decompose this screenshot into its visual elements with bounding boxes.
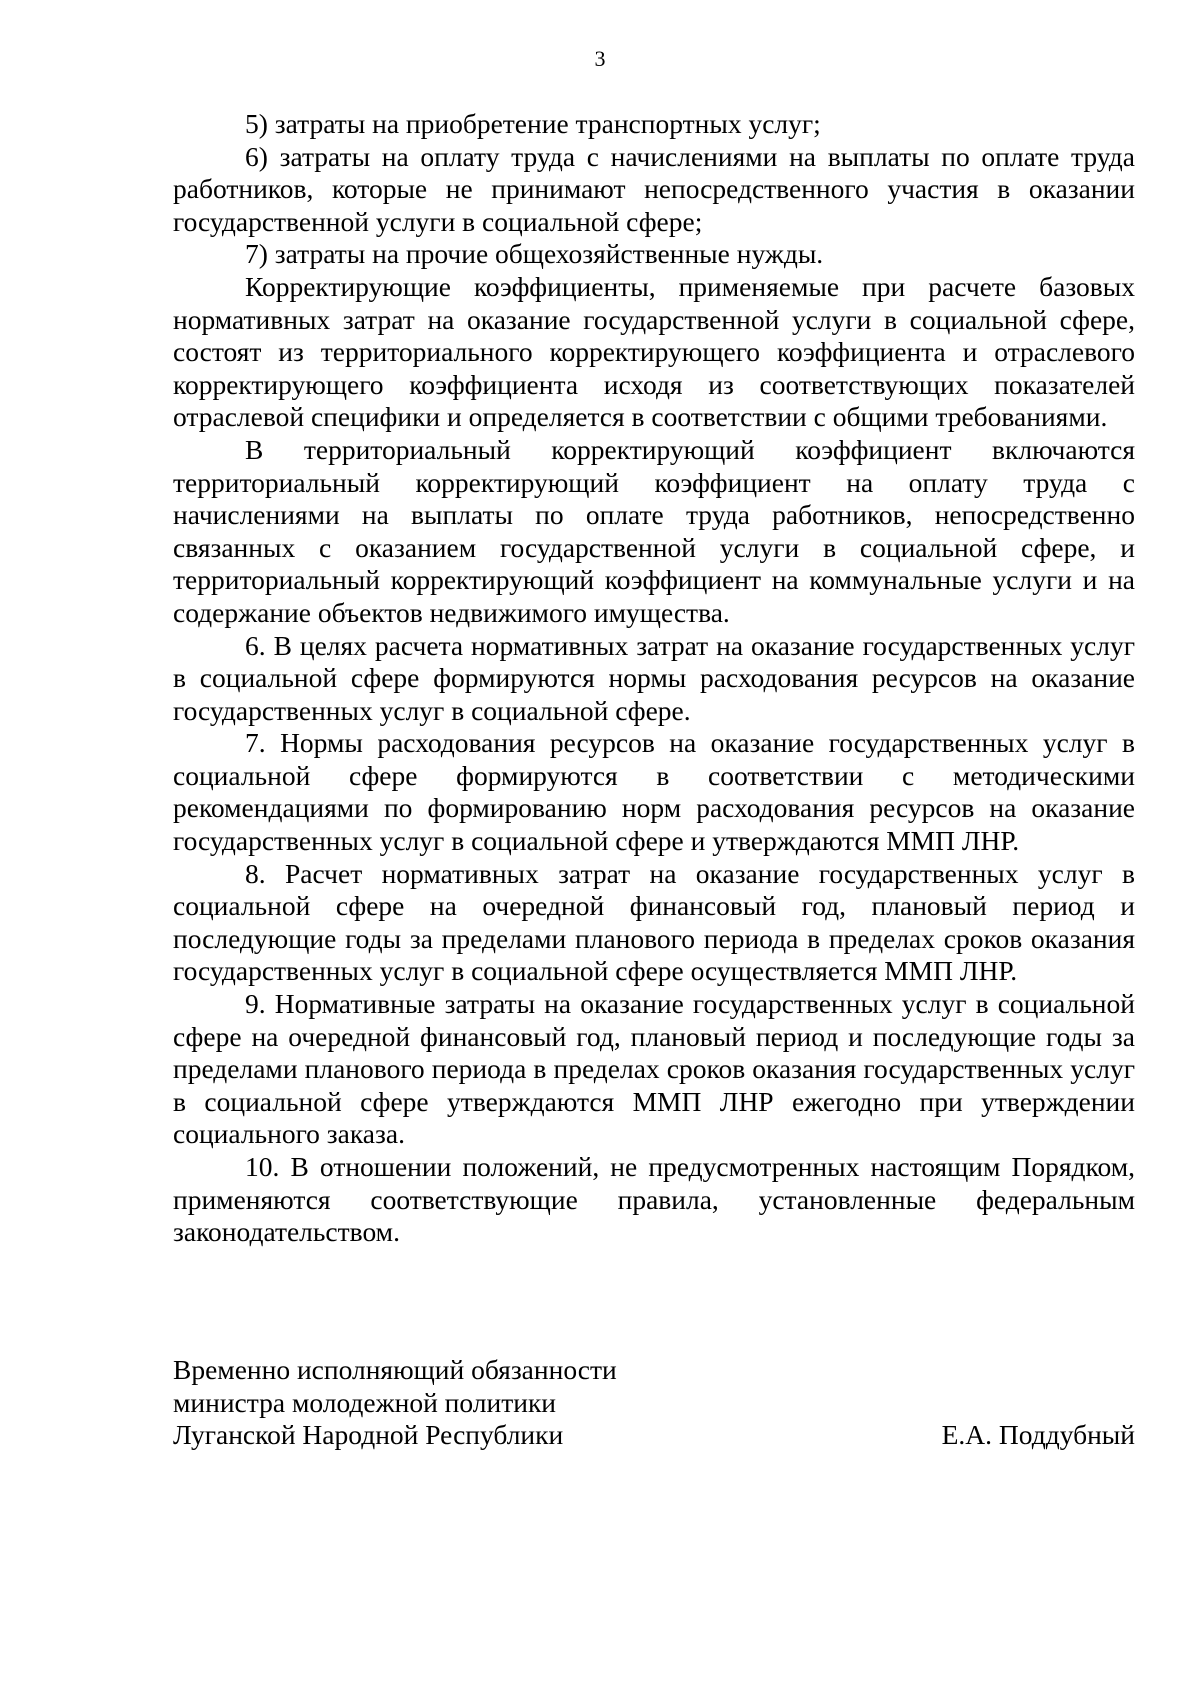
signatory-title-line: Временно исполняющий обязанности xyxy=(173,1354,617,1385)
clause-9: 9. Нормативные затраты на оказание государственных услуг в социальной сфере на очередной финансовый год, плановый период и последующие годы за пределами планового периода в пределах сроков оказания государственных услуг в социальной сфере утверждаются ММП ЛНР ежегодно при утверждении социального заказа. xyxy=(173,988,1135,1150)
page-number: 3 xyxy=(594,46,606,71)
signatory-title-line: Луганской Народной Республики xyxy=(173,1419,564,1451)
list-item-6: 6) затраты на оплату труда с начислениями на выплаты по оплате труда работников, которые не принимают непосредственного участия в оказании государственной услуги в социальной сфере; xyxy=(173,140,1135,237)
paragraph-territorial-coefficient: В территориальный корректирующий коэффициент включаются территориальный корректирующий коэффициент на оплату труда с начислениями на выплаты по оплате труда работников, непосредственно связанных с оказанием государственной услуги в социальной сфере, и территориальный корректирующий коэффициент на коммунальные услуги и на содержание объектов недвижимого имущества. xyxy=(173,433,1135,628)
signature-block xyxy=(173,1354,1135,1452)
clause-6: 6. В целях расчета нормативных затрат на оказание государственных услуг в социальной сфере формируются нормы расходования ресурсов на оказание государственных услуг в социальной сфере. xyxy=(173,629,1135,726)
clause-10: 10. В отношении положений, не предусмотренных настоящим Порядком, применяются соответствующие правила, установленные федеральным законодательством. xyxy=(173,1151,1135,1248)
clause-8: 8. Расчет нормативных затрат на оказание государственных услуг в социальной сфере на очередной финансовый год, плановый период и последующие годы за пределами планового периода в пределах сроков оказания государственных услуг в социальной сфере осуществляется ММП ЛНР. xyxy=(173,857,1135,987)
list-item-5: 5) затраты на приобретение транспортных услуг; xyxy=(245,108,821,139)
clause-7: 7. Нормы расходования ресурсов на оказание государственных услуг в социальной сфере формируются в соответствии с методическими рекомендациями по формированию норм расходования ресурсов на оказание государственных услуг в социальной сфере и утверждаются ММП ЛНР. xyxy=(173,727,1135,857)
signatory-title-line: министра молодежной политики xyxy=(173,1386,557,1418)
signatory-name: Е.А. Поддубный xyxy=(941,1419,1135,1451)
paragraph-correcting-coefficients: Корректирующие коэффициенты, применяемые при расчете базовых нормативных затрат на оказание государственной услуги в социальной сфере, состоят из территориального корректирующего коэффициента и отраслевого корректирующего коэффициента исходя из соответствующих показателей отраслевой специфики и определяется в соответствии с общими требованиями. xyxy=(173,270,1135,433)
list-item-7: 7) затраты на прочие общехозяйственные нужды. xyxy=(245,238,824,270)
document-body xyxy=(173,108,1135,1249)
